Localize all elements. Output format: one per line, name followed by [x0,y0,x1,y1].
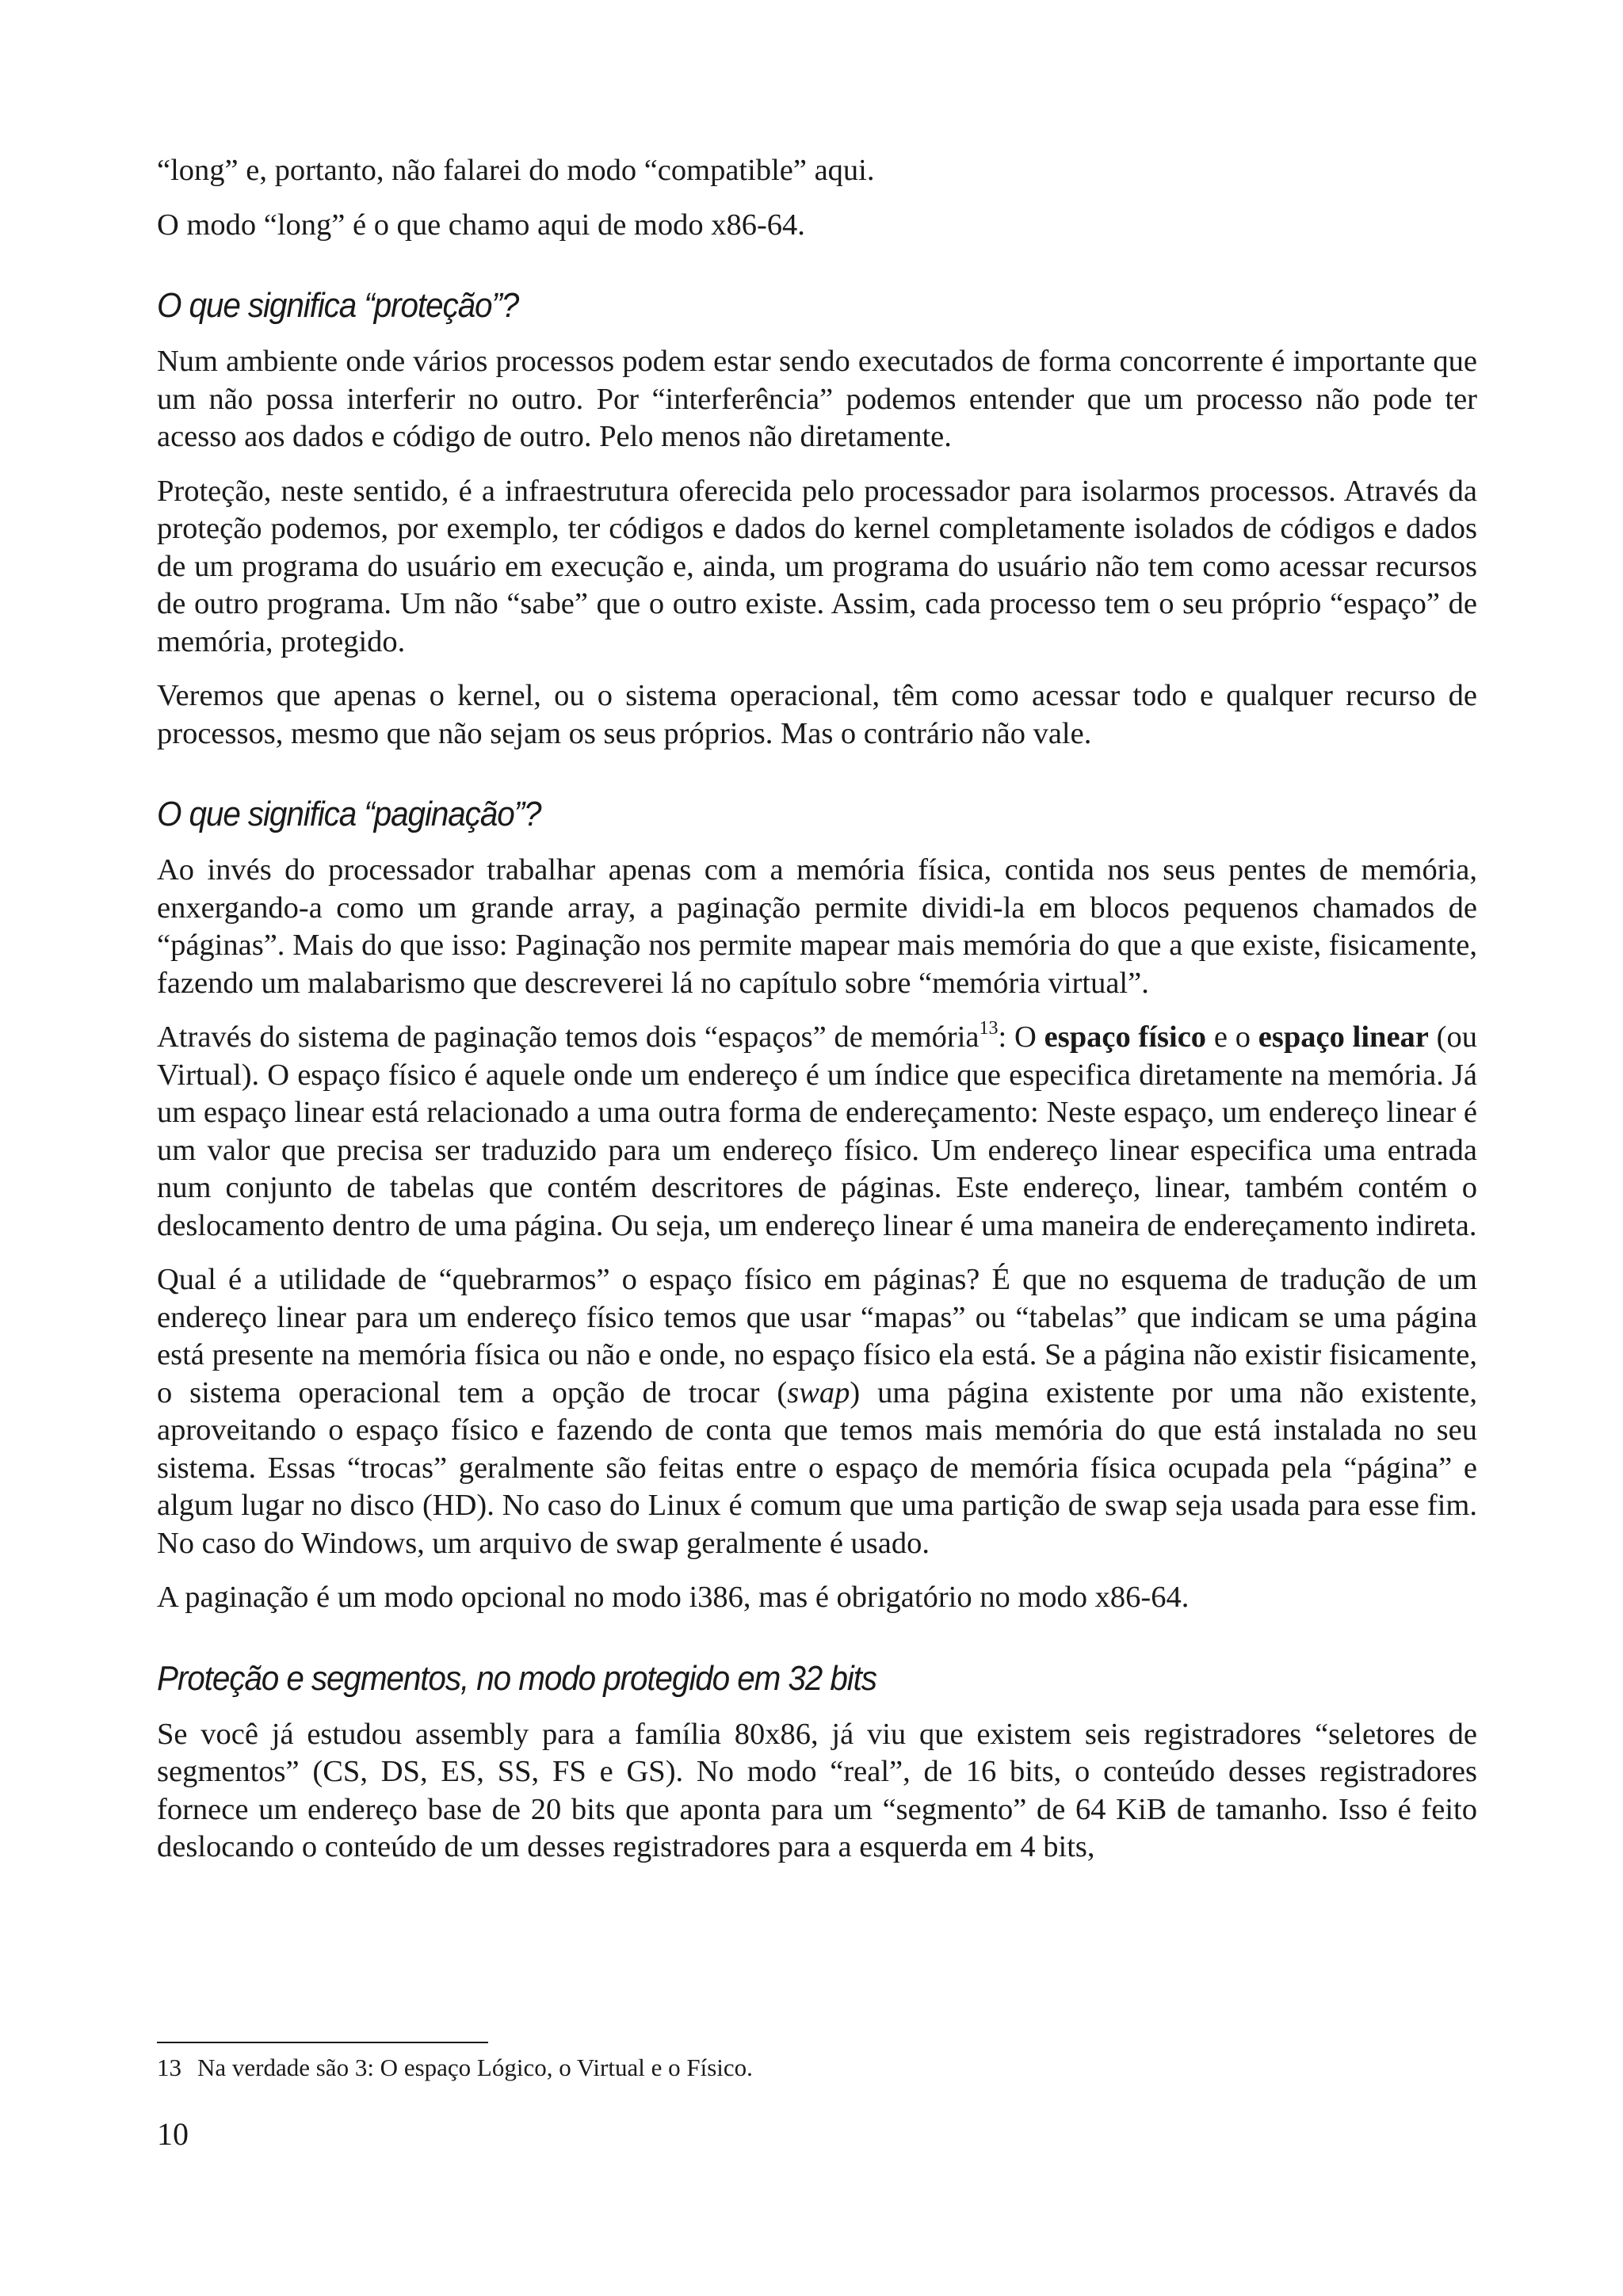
paragraph: Veremos que apenas o kernel, ou o sistema operacional, têm como acessar todo e qualquer recurso de processos, mesmo que não sejam os seus próprios. Mas o contrário não vale. [157,679,1477,750]
footnote-divider [157,2042,488,2043]
paragraph: Num ambiente onde vários processos podem estar sendo executados de forma concorrente é importante que um não possa interferir no outro. Por “interferência” podemos entender que um processo não pode ter acesso aos dados e código de outro. Pelo menos não diretamente. [157,345,1477,453]
bold-term: espaço físico [1044,1020,1207,1054]
text-run: ) uma página existente por uma não existente, aproveitando o espaço físico e fazendo de conta que temos mais memória do que está instalada no seu sistema. Essas “trocas” geralmente são feitas entre o espaço de memória física ocupada pela “página” e algum lugar no disco (HD). No caso do Linux é comum que uma partição de swap seja usada para esse fim. No caso do Windows, um arquivo de swap geralmente é usado. [157,1375,1477,1560]
page-body [157,152,1477,1883]
footnote-number: 13 [157,2054,181,2081]
paragraph: “long” e, portanto, não falarei do modo “compatible” aqui. [157,154,875,187]
page-number: 10 [157,2116,189,2152]
text-run: : O [998,1020,1044,1054]
paragraph: O modo “long” é o que chamo aqui de modo x86-64. [157,208,805,242]
text-run: Qual é a utilidade de “quebrarmos” o espaço físico em páginas? É que no esquema de tradução de um endereço linear para um endereço físico temos que usar “mapas” ou “tabelas” que indicam se uma página está presente na memória física ou não e onde, no espaço físico ela está. Se a página não existir fisicamente, o sistema operacional tem a opção de trocar ( [157,1263,1477,1409]
footnote-text: Na verdade são 3: O espaço Lógico, o Virtual e o Físico. [197,2054,753,2081]
footnote [157,2052,753,2084]
text-run: (ou Virtual). O espaço físico é aquele onde um endereço é um índice que especifica diretamente na memória. Já um espaço linear está relacionado a uma outra forma de endereçamento: Neste espaço, um endereço linear é um valor que precisa ser traduzido para um endereço físico. Um endereço linear especifica uma entrada num conjunto de tabelas que contém descritores de páginas. Este endereço, linear, também contém o deslocamento dentro de uma página. Ou seja, um endereço linear é uma maneira de endereçamento indireta. [157,1020,1477,1242]
text-run: e o [1206,1020,1258,1054]
paragraph: Proteção, neste sentido, é a infraestrutura oferecida pelo processador para isolarmos processos. Através da proteção podemos, por exemplo, ter códigos e dados do kernel completamente isolados de códigos e dados de um programa do usuário em execução e, ainda, um programa do usuário não tem como acessar recursos de outro programa. Um não “sabe” que o outro existe. Assim, cada processo tem o seu próprio “espaço” de memória, protegido. [157,474,1477,658]
footnote-ref: 13 [979,1018,999,1039]
paragraph: Ao invés do processador trabalhar apenas com a memória física, contida nos seus pentes de memória, enxergando-a como um grande array, a paginação permite dividi-la em blocos pequenos chamados de “páginas”. Mais do que isso: Paginação nos permite mapear mais memória do que a que existe, fisicamente, fazendo um malabarismo que descreverei lá no capítulo sobre “memória virtual”. [157,853,1477,1000]
paragraph [157,1261,1477,1562]
section-heading-paginacao: O que significa “paginação”? [157,795,541,833]
section-heading-protecao: O que significa “proteção”? [157,286,519,325]
section-heading-segmentos: Proteção e segmentos, no modo protegido em 32 bits [157,1658,876,1698]
italic-term: swap [787,1375,850,1409]
text-run: Através do sistema de paginação temos dois “espaços” de memória [157,1020,980,1054]
paragraph [157,1019,1477,1245]
bold-term: espaço linear [1258,1020,1429,1054]
paragraph: Se você já estudou assembly para a família 80x86, já viu que existem seis registradores “seletores de segmentos” (CS, DS, ES, SS, FS e GS). No modo “real”, de 16 bits, o conteúdo desses registradores fornece um endereço base de 20 bits que aponta para um “segmento” de 64 KiB de tamanho. Isso é feito deslocando o conteúdo de um desses registradores para a esquerda em 4 bits, [157,1717,1477,1863]
paragraph: A paginação é um modo opcional no modo i386, mas é obrigatório no modo x86-64. [157,1581,1190,1614]
